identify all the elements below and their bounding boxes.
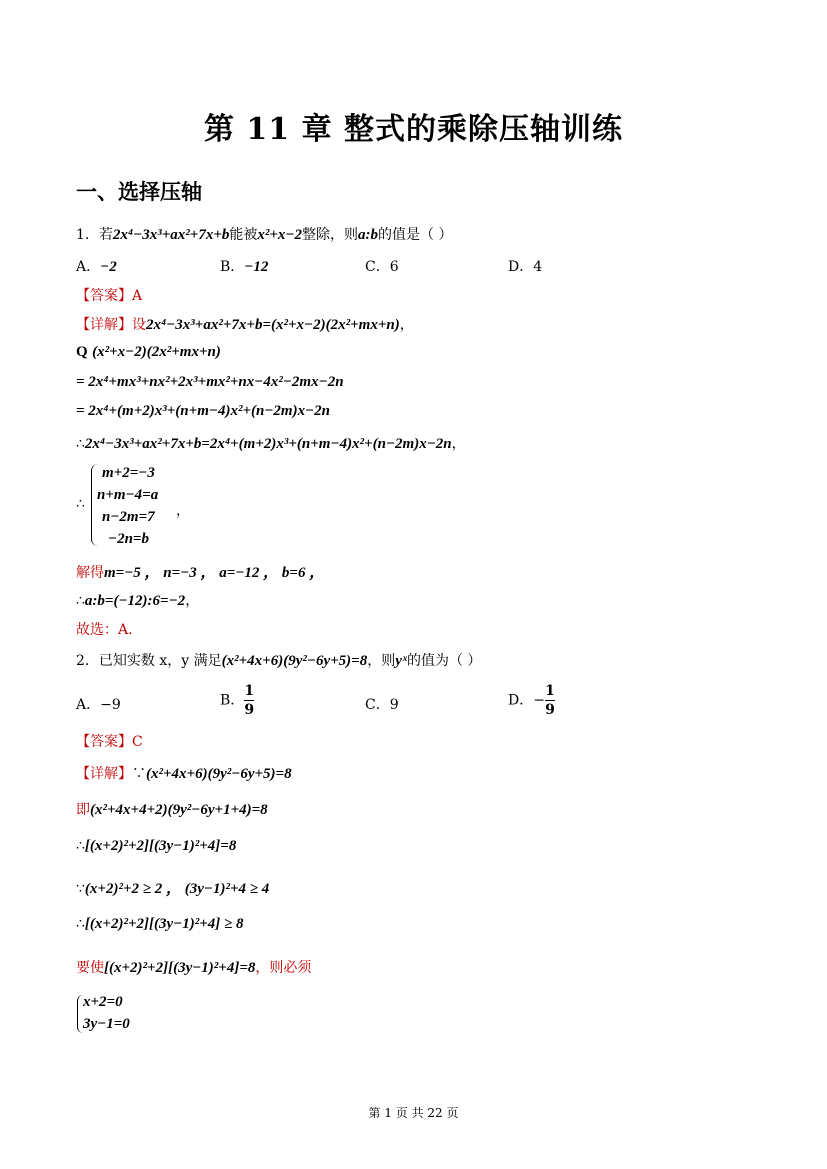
q2-detail-line-2: 即(x²+4x+4+2)(9y²−6y+1+4)=8 [76, 802, 268, 818]
q2-stem-text: ，则 [367, 653, 396, 669]
q1-system-eq-2: n+m−4=a [97, 487, 159, 503]
q1-system-end: ， [176, 503, 190, 519]
q2-power: yˣ [395, 653, 407, 669]
q1-system-eq-1: m+2=−3 [102, 465, 155, 481]
q2-stem-text: 2．已知实数 x，y 满足 [76, 653, 222, 669]
q2-stem-text: 的值为（ ） [406, 653, 482, 669]
q1-option-c: C．6 [365, 259, 399, 275]
q1-divisor: x²+x−2 [257, 227, 303, 243]
q1-choose-line: 故选：A． [76, 622, 143, 638]
q1-detail-line-4: = 2x⁴+(m+2)x³+(n+m−4)x²+(n−2m)x−2n [76, 403, 331, 419]
q2-option-b: B． $\frac{1}{9}$ [220, 683, 255, 718]
q2-detail-line-4: ∵(x+2)²+2 ≥ 2 ， (3y−1)²+4 ≥ 4 [76, 881, 270, 897]
q2-option-c: C．9 [365, 697, 399, 713]
brace-icon [91, 464, 98, 546]
q2-option-a: A．−9 [76, 697, 121, 713]
q1-detail-line-2: Q (x²+x−2)(2x²+mx+n) [76, 344, 221, 360]
section-heading: 一、选择压轴 [76, 179, 202, 204]
q1-stem-text: 能被 [229, 227, 258, 243]
q1-option-b: B．−12 [220, 259, 269, 275]
page-footer: 第 1 页 共 22 页 [368, 1106, 459, 1120]
q1-option-a: A．−2 [76, 259, 117, 275]
q2-detail-line-3: ∴[(x+2)²+2][(3y−1)²+4]=8 [76, 838, 237, 854]
fraction: $\frac{1}{9}$ [545, 683, 555, 718]
fraction: $\frac{1}{9}$ [244, 683, 255, 718]
q1-system-eq-3: n−2m=7 [102, 509, 155, 525]
page-title: 第 11 章 整式的乘除压轴训练 [203, 112, 624, 147]
q1-stem-text: 1．若 [76, 227, 113, 243]
q1-detail-line-1: 【详解】设2x⁴−3x³+ax²+7x+b=(x²+x−2)(2x²+mx+n)， [76, 317, 414, 333]
q1-ratio: a:b [358, 227, 379, 243]
q2-option-d: D．− $\frac{1}{9}$ [508, 683, 555, 718]
q2-equation: (x²+4x+6)(9y²−6y+5)=8 [221, 653, 368, 669]
q2-detail-line-5: ∴[(x+2)²+2][(3y−1)²+4] ≥ 8 [76, 916, 244, 932]
q1-stem-text: 整除，则 [302, 227, 359, 243]
q2-system-eq-1: x+2=0 [83, 994, 123, 1010]
q2-detail-line-1: 【详解】∵(x²+4x+6)(9y²−6y+5)=8 [76, 766, 292, 782]
question-1-stem [76, 224, 452, 244]
q1-stem-text: 的值是（ ） [378, 227, 453, 243]
q1-solve-line: 解得m=−5 ， n=−3 ， a=−12 ， b=6 ， [76, 565, 325, 581]
question-2-stem [76, 650, 481, 670]
q1-detail-line-5: ∴2x⁴−3x³+ax²+7x+b=2x⁴+(m+2)x³+(n+m−4)x²+(n−2m)x−2n， [76, 436, 466, 452]
q2-detail-line-6: 要使[(x+2)²+2][(3y−1)²+4]=8，则必须 [76, 960, 312, 976]
q1-polynomial: 2x⁴−3x³+ax²+7x+b [112, 227, 230, 243]
q2-system-eq-2: 3y−1=0 [83, 1016, 130, 1032]
q1-answer: 【答案】A [76, 288, 143, 304]
q1-system-eq-4: −2n=b [108, 531, 149, 547]
q1-system-therefore: ∴ [76, 496, 85, 512]
q1-option-d: D．4 [508, 259, 543, 275]
q2-answer: 【答案】C [76, 734, 143, 750]
q1-detail-line-3: = 2x⁴+mx³+nx²+2x³+mx²+nx−4x²−2mx−2n [76, 374, 344, 390]
q1-ratio-line: ∴a:b=(−12):6=−2， [76, 593, 200, 609]
